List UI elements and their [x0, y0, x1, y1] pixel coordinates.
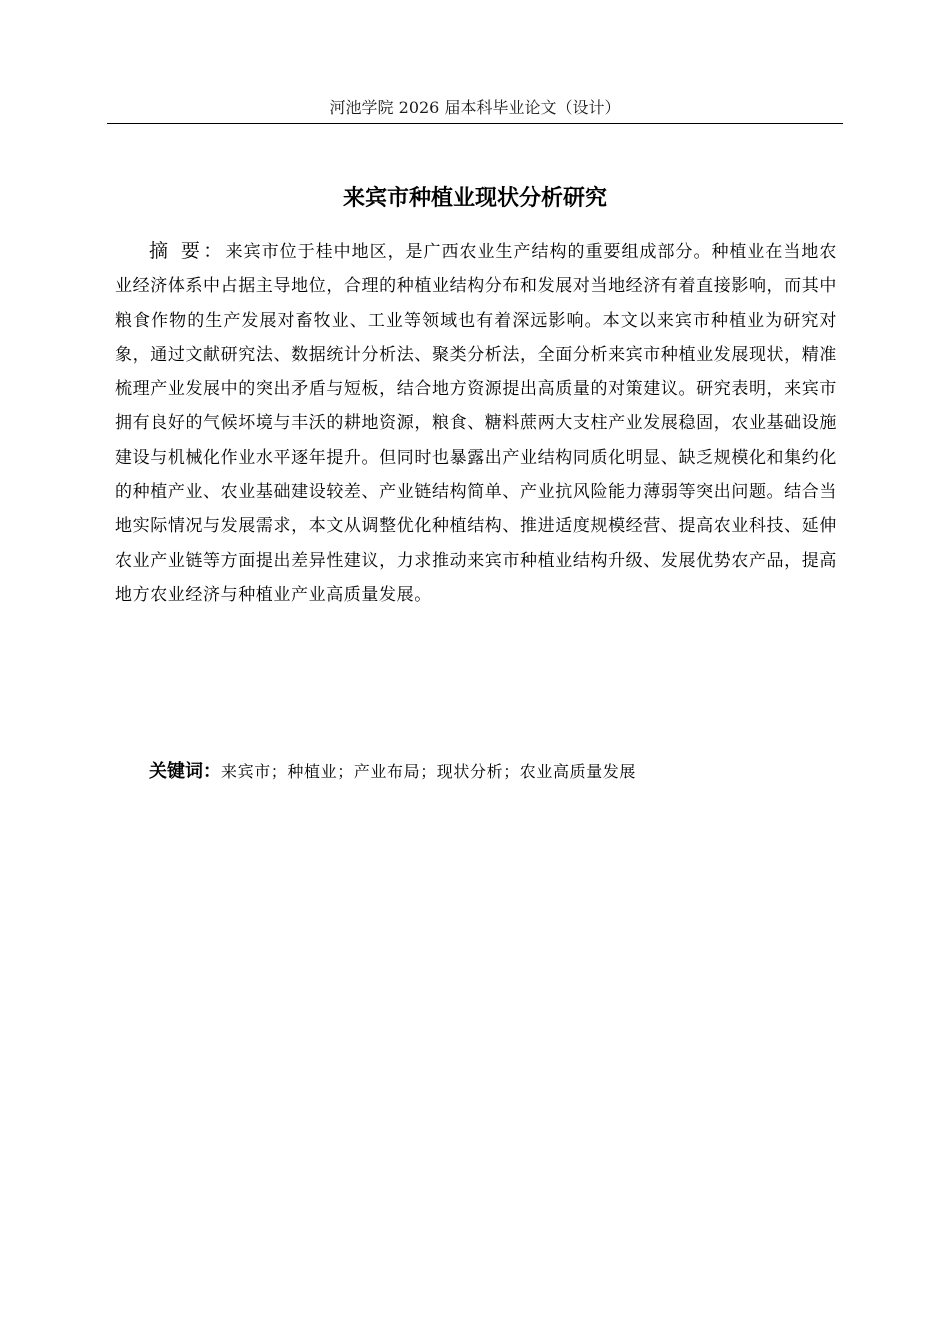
abstract-label: 摘 要： — [149, 240, 226, 262]
paper-title: 来宾市种植业现状分析研究 — [342, 186, 607, 211]
abstract-text: 来宾市位于桂中地区，是广西农业生产结构的重要组成部分。种植业在当地农业经济体系中占据主导地位，合理的种植业结构分布和发展对当地经济有着直接影响，而其中粮食作物的生产发展对畜牧业、工业等领域也有着深远影响。本文以来宾市种植业为研究对象，通过文献研究法、数据统计分析法、聚类分析法，全面分析来宾市种植业发展现状，精准梳理产业发展中的突出矛盾与短板，结合地方资源提出高质量的对策建议。研究表明，来宾市拥有良好的气候坏境与丰沃的耕地资源，粮食、糖料蔗两大支柱产业发展稳固，农业基础设施建设与机械化作业水平逐年提升。但同时也暴露出产业结构同质化明显、缺乏规模化和集约化的种植产业、农业基础建设较差、产业链结构简单、产业抗风险能力薄弱等突出问题。结合当地实际情况与发展需求，本文从调整优化种植结构、推进适度规模经营、提高农业科技、延伸农业产业链等方面提出差异性建议，力求推动来宾市种植业结构升级、发展优势农产品，提高地方农业经济与种植业产业高质量发展。 — [115, 242, 837, 605]
keywords-line — [149, 756, 839, 788]
abstract-paragraph — [115, 234, 837, 612]
keywords-label: 关键词： — [149, 761, 221, 782]
header-rule — [107, 123, 843, 124]
keywords-text: 来宾市；种植业；产业布局；现状分析；农业高质量发展 — [221, 762, 637, 781]
running-header: 河池学院 2026 届本科毕业论文（设计） — [329, 98, 621, 117]
